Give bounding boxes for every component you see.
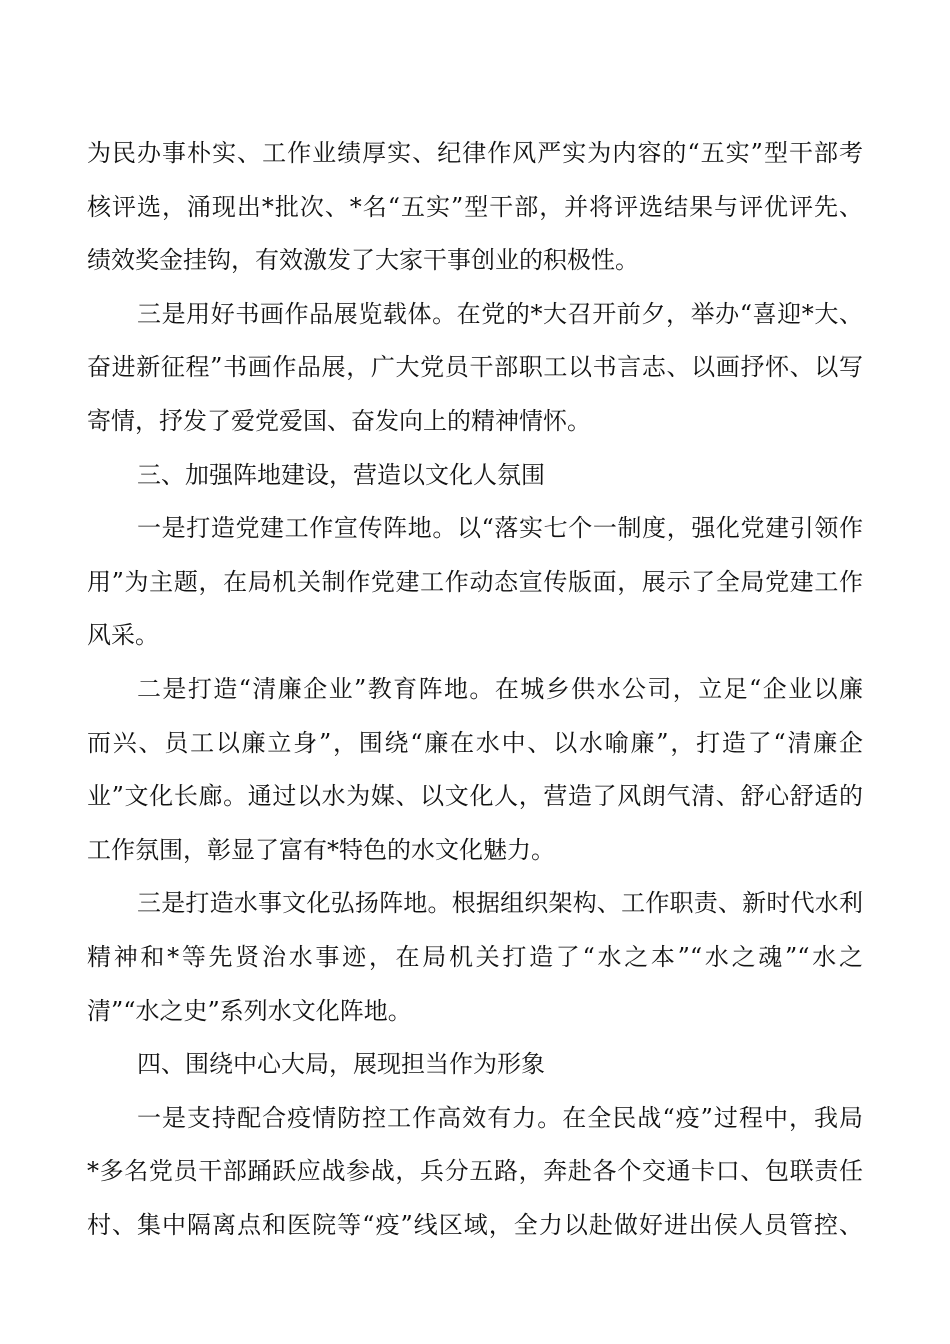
text-line-21: 村、集中隔离点和医院等“疫”线区域，全力以赴做好进出侯人员管控、 [87,1210,863,1239]
text-line-14: 工作氛围，彰显了富有*特色的水文化魅力。 [87,835,555,864]
text-line-20: *多名党员干部踊跃应战参战，兵分五路，奔赴各个交通卡口、包联责任 [87,1157,863,1186]
text-line-1: 为民办事朴实、工作业绩厚实、纪律作风严实为内容的“五实”型干部考 [87,139,863,167]
text-line-10: 风采。 [87,621,159,650]
document-page [87,127,863,1252]
text-line-2: 核评选，涌现出*批次、*名“五实”型干部，并将评选结果与评优评先、 [87,192,863,221]
text-line-16: 精神和*等先贤治水事迹，在局机关打造了“水之本”“水之魂”“水之 [87,942,863,971]
text-line-3: 绩效奖金挂钩，有效激发了大家干事创业的积极性。 [87,246,639,275]
text-line-4: 三是用好书画作品展览载体。在党的*大召开前夕，举办“喜迎*大、 [137,299,863,328]
text-line-17: 清”“水之史”系列水文化阵地。 [87,996,412,1025]
section-heading-4: 四、围绕中心大局，展现担当作为形象 [137,1050,545,1079]
text-line-5: 奋进新征程”书画作品展，广大党员干部职工以书言志、以画抒怀、以写 [87,353,863,382]
text-line-13: 业”文化长廊。通过以水为媒、以文化人，营造了风朗气清、舒心舒适的 [87,782,863,811]
text-line-19: 一是支持配合疫情防控工作高效有力。在全民战“疫”过程中，我局 [137,1103,863,1132]
text-line-15: 三是打造水事文化弘扬阵地。根据组织架构、工作职责、新时代水利 [137,889,863,918]
text-line-12: 而兴、员工以廉立身”，围绕“廉在水中、以水喻廉”，打造了“清廉企 [87,728,863,757]
text-line-11: 二是打造“清廉企业”教育阵地。在城乡供水公司，立足“企业以廉 [137,674,863,703]
section-heading-3: 三、加强阵地建设，营造以文化人氛围 [137,460,545,489]
text-line-9: 用”为主题，在局机关制作党建工作动态宣传版面，展示了全局党建工作 [87,567,863,596]
text-line-8: 一是打造党建工作宣传阵地。以“落实七个一制度，强化党建引领作 [137,514,863,543]
text-line-6: 寄情，抒发了爱党爱国、奋发向上的精神情怀。 [87,406,591,435]
